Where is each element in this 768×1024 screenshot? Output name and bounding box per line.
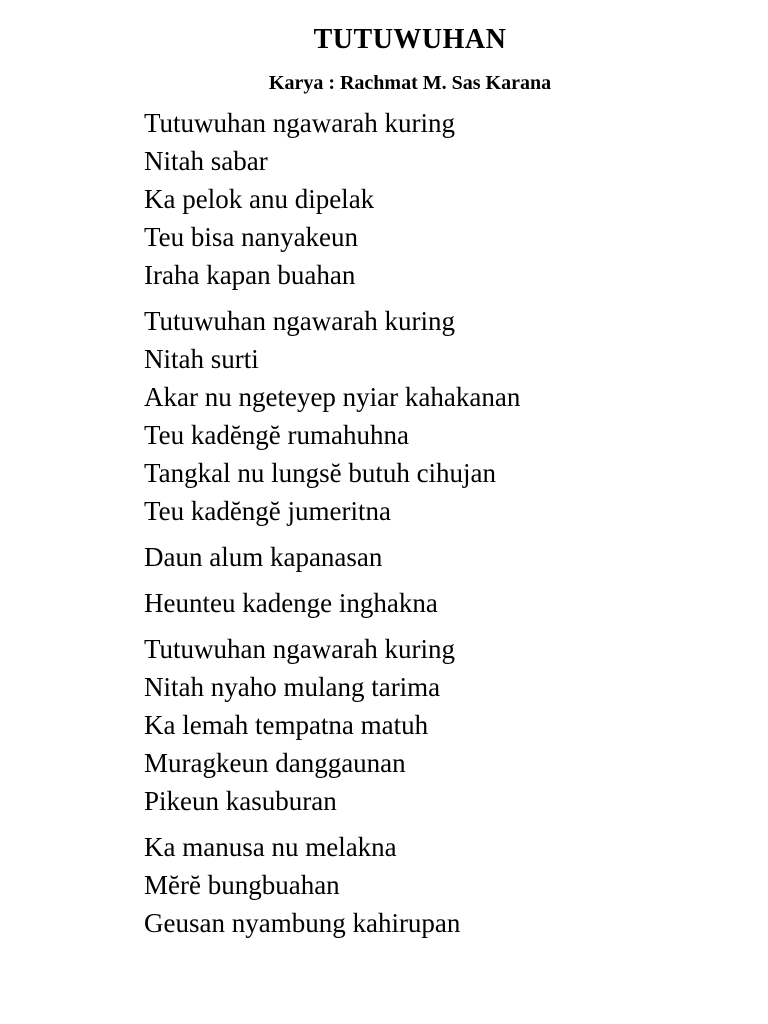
poem-line: Tangkal nu lungsĕ butuh cihujan: [144, 458, 497, 488]
poem-line: Ka pelok anu dipelak: [144, 184, 375, 214]
poem-line: Akar nu ngeteyep nyiar kahakanan: [144, 382, 521, 412]
stanza-2: [144, 302, 744, 530]
poem-line: Geusan nyambung kahirupan: [144, 908, 461, 938]
poem-title: TUTUWUHAN: [313, 24, 507, 55]
stanza-5: [144, 630, 744, 820]
poem-body: [144, 104, 744, 942]
poem-line: Nitah sabar: [144, 146, 268, 176]
poem-line: Muragkeun danggaunan: [144, 748, 406, 778]
stanza-3: [144, 538, 744, 576]
poem-line: Mĕrĕ bungbuahan: [144, 870, 340, 900]
poem-line: Nitah surti: [144, 344, 259, 374]
poem-line: Teu bisa nanyakeun: [144, 222, 359, 252]
poem-line: Teu kadĕngĕ rumahuhna: [144, 420, 410, 450]
poem-line: Daun alum kapanasan: [144, 542, 383, 572]
poem-line: Iraha kapan buahan: [144, 260, 356, 290]
poem-line: Ka lemah tempatna matuh: [144, 710, 429, 740]
poem-line: Pikeun kasuburan: [144, 786, 337, 816]
poem-author: Karya : Rachmat M. Sas Karana: [268, 72, 552, 94]
poem-line: Heunteu kadenge inghakna: [144, 588, 438, 618]
stanza-4: [144, 584, 744, 622]
poem-line: Tutuwuhan ngawarah kuring: [144, 306, 455, 336]
poem-line: Tutuwuhan ngawarah kuring: [144, 108, 455, 138]
poem-line: Tutuwuhan ngawarah kuring: [144, 634, 455, 664]
stanza-6: [144, 828, 744, 942]
stanza-1: [144, 104, 744, 294]
poem-line: Nitah nyaho mulang tarima: [144, 672, 441, 702]
poem-line: Ka manusa nu melakna: [144, 832, 397, 862]
poem-line: Teu kadĕngĕ jumeritna: [144, 496, 392, 526]
